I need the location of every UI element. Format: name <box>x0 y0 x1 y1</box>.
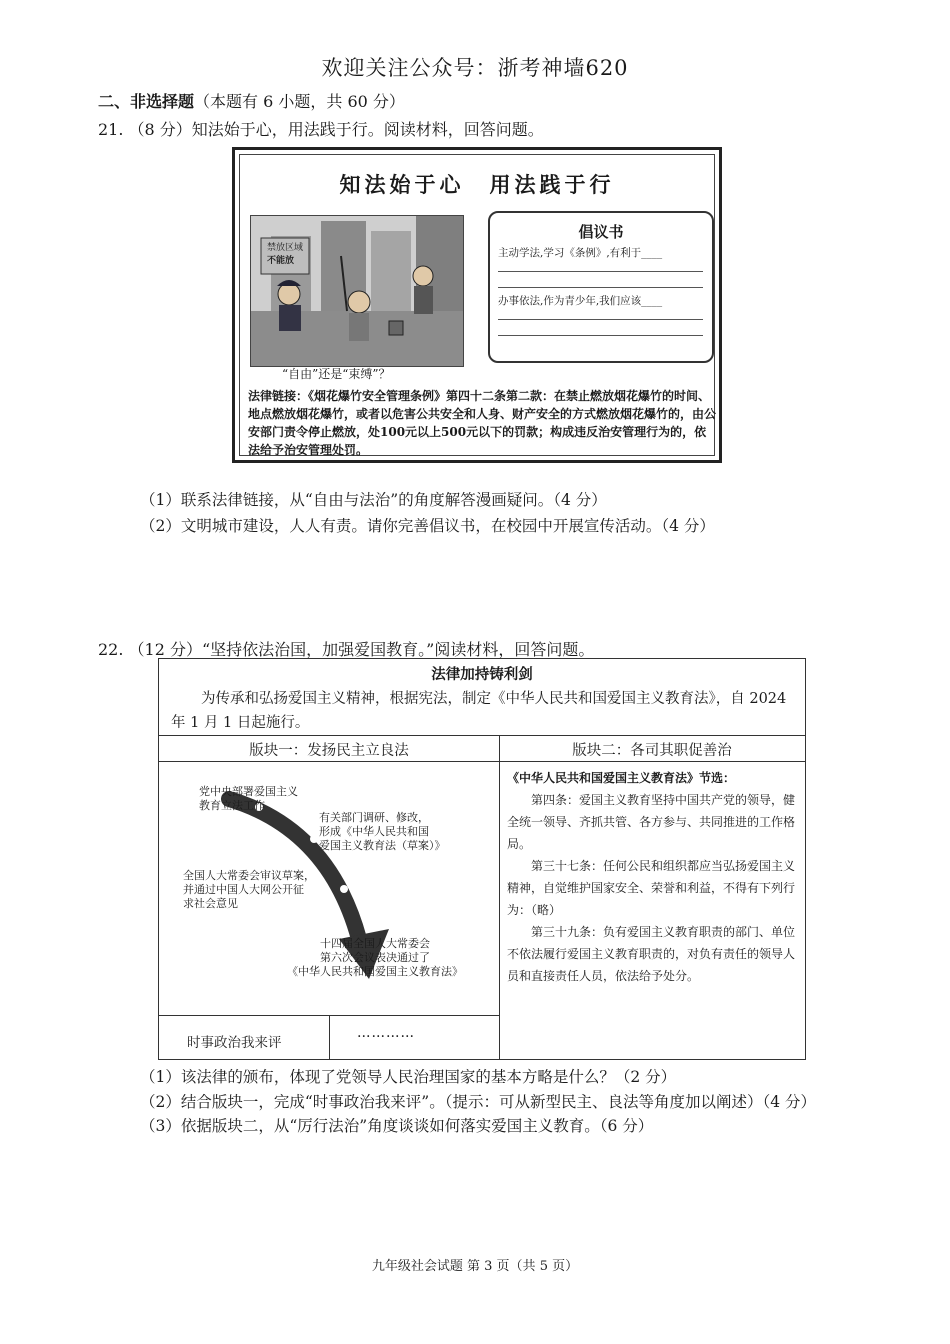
divider <box>329 1015 330 1059</box>
q22-sub1: （1）该法律的颁布，体现了党领导人民治理国家的基本方略是什么？（2 分） <box>140 1068 677 1086</box>
comic-sign-line2: 不能放 <box>267 256 295 266</box>
flow-step-3-line3: 求社会意见 <box>183 897 238 910</box>
comic-sign-line1: 禁放区域 <box>267 243 304 253</box>
flow-step-3-line2: 并通过中国人大网公开征 <box>183 883 304 896</box>
flow-step-1-line2: 教育立法工作 <box>199 799 265 812</box>
proposal-blank-2b <box>498 335 703 336</box>
flow-step-4-line2: 第六次会议表决通过了 <box>320 951 430 964</box>
section-title-bold: 二、非选择题 <box>98 92 195 111</box>
flow-step-4-line3: 《中华人民共和国爱国主义教育法》 <box>287 965 463 978</box>
q22-sub2: （2）结合版块一，完成“时事政治我来评”。（提示：可从新型民主、良法等角度加以阐述）（4 分） <box>140 1093 817 1111</box>
table-intro: 为传承和弘扬爱国主义精神，根据宪法，制定《中华人民共和国爱国主义教育法》，自 2024 年 1 月 1 日起施行。 <box>171 691 787 731</box>
article-39: 第三十九条：负有爱国主义教育职责的部门、单位不依法履行爱国主义教育职责的，对负有责任的领导人员和直接责任人员，依法给予处分。 <box>507 925 796 983</box>
excerpt-heading: 《中华人民共和国爱国主义教育法》节选： <box>507 771 736 785</box>
article-4: 第四条：爱国主义教育坚持中国共产党的领导，健全统一领导、齐抓共管、各方参与、共同推进的工作格局。 <box>507 793 796 851</box>
divider <box>499 735 500 1059</box>
flow-step-1 <box>199 785 298 813</box>
flow-step-2-line2: 形成《中华人民共和国 <box>319 825 429 838</box>
flow-step-2-line3: 爱国主义教育法（草案）》 <box>319 839 446 852</box>
poster-title: 知法始于心 用法践于行 <box>339 172 615 197</box>
q21-stem: 21. （8 分）知法始于心，用法践于行。阅读材料，回答问题。 <box>98 120 544 139</box>
flow-step-4 <box>287 937 463 979</box>
section-title-rest: （本题有 6 小题，共 60 分） <box>194 92 405 111</box>
flow-step-2 <box>319 811 446 853</box>
section-title <box>98 89 405 112</box>
flow-step-3 <box>183 869 315 911</box>
comic-illustration <box>250 215 464 367</box>
comic-drawing <box>251 216 463 366</box>
q22-stem: 22. （12 分）“坚持依法治国，加强爱国教育。”阅读材料，回答问题。 <box>98 640 595 659</box>
block2-title: 版块二：各司其职促善治 <box>572 743 732 759</box>
law-link-label: 法律链接： <box>248 389 309 403</box>
law-excerpt <box>507 767 799 987</box>
article-37: 第三十七条：任何公民和组织都应当弘扬爱国主义精神，自觉维护国家安全、荣誉和利益，不得有下列行为：（略） <box>507 859 796 917</box>
proposal-line-2: 办事依法,作为青少年,我们应该____ <box>498 295 663 307</box>
flow-step-3-line1: 全国人大常委会审议草案， <box>183 869 315 882</box>
q22-material-table <box>158 658 806 1060</box>
q21-sub1: （1）联系法律链接，从“自由与法治”的角度解答漫画疑问。（4 分） <box>140 491 607 509</box>
table-title: 法律加持铸利剑 <box>431 666 533 683</box>
divider <box>159 735 805 736</box>
flow-step-4-line1: 十四届全国人大常委会 <box>320 937 430 950</box>
proposal-line-1: 主动学法,学习《条例》,有利于____ <box>498 247 663 259</box>
q22-sub3: （3）依据版块二，从“厉行法治”角度谈谈如何落实爱国主义教育。（6 分） <box>140 1117 654 1135</box>
proposal-blank-1b <box>498 287 703 288</box>
block1-title: 版块一：发扬民主立良法 <box>249 743 409 759</box>
comic-sign <box>267 242 303 268</box>
proposal-title: 倡议书 <box>578 223 624 241</box>
law-link-text: 《烟花爆竹安全管理条例》第四十二条第二款：在禁止燃放烟花爆竹的时间、地点燃放烟花爆竹，或者以危害公共安全和人身、财产安全的方式燃放烟花爆竹的，由公安部门责令停止燃放，处100元以上500元以下的罚款；构成违反治安管理行为的，依法给予治安管理处罚。 <box>248 389 717 457</box>
law-link <box>248 387 716 459</box>
divider <box>159 761 805 762</box>
proposal-blank-2a <box>498 319 703 320</box>
flow-step-1-line1: 党中央部署爱国主义 <box>199 785 298 798</box>
poster-frame <box>239 154 715 456</box>
review-label: 时事政治我来评 <box>187 1035 282 1051</box>
q21-poster <box>232 147 722 463</box>
proposal-box <box>488 211 714 363</box>
q21-sub2: （2）文明城市建设，人人有责。请你完善倡议书，在校园中开展宣传活动。（4 分） <box>140 517 715 535</box>
flow-step-2-line1: 有关部门调研、修改， <box>319 811 429 824</box>
proposal-blank-1a <box>498 271 703 272</box>
comic-caption: “自由”还是“束缚”？ <box>282 367 391 381</box>
review-placeholder: ………… <box>357 1025 415 1041</box>
header-note: 欢迎关注公众号：浙考神墙620 <box>321 56 629 80</box>
page-footer: 九年级社会试题 第 3 页（共 5 页） <box>371 1259 579 1274</box>
